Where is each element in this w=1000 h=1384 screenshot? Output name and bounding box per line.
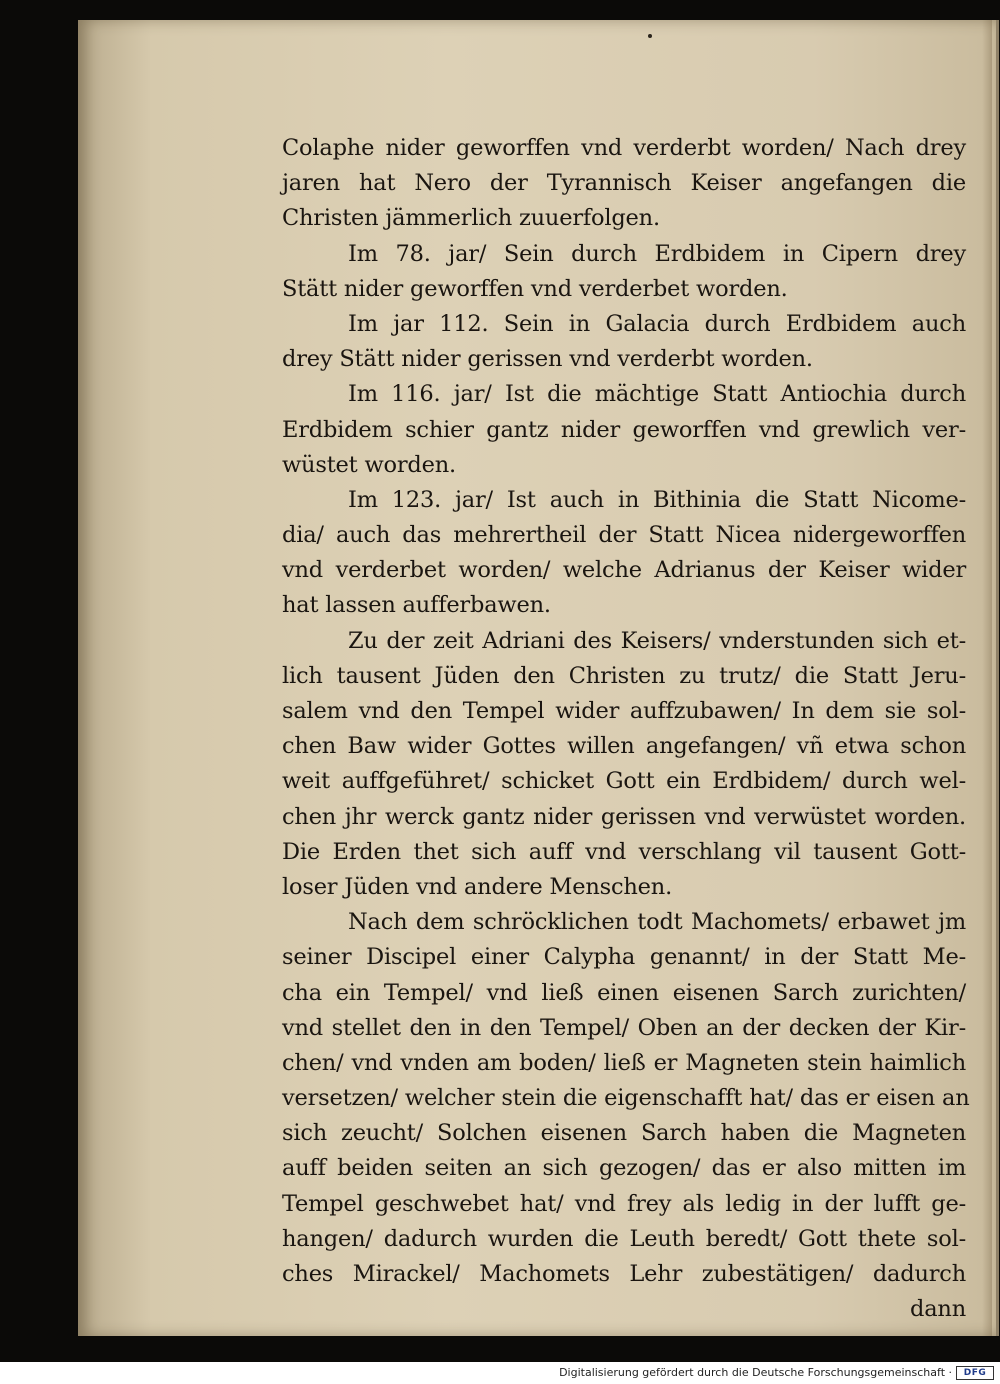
text-line: versetzen/ welcher stein die eigenschafft hat/ das er eisen an	[282, 1085, 970, 1112]
page-text	[282, 131, 970, 1327]
text-line: Erdbidem schier gantz nider geworffen vnd grewlich ver-	[282, 416, 966, 443]
text-line: Im jar 112. Sein in Galacia durch Erdbidem auch	[348, 310, 966, 337]
text-line: Zu der zeit Adriani des Keisers/ vnderstunden sich et-	[348, 627, 966, 654]
text-line: hat lassen aufferbawen.	[282, 592, 551, 619]
text-line: ches Mirackel/ Machomets Lehr zubestätigen/ dadurch	[282, 1261, 966, 1287]
text-line: vnd verderbet worden/ welche Adrianus der Keiser wider	[282, 557, 966, 584]
dfg-logo: DFG	[956, 1366, 994, 1380]
text-line: sich zeucht/ Solchen eisenen Sarch haben die Magneten	[282, 1120, 966, 1147]
text-line: weit auffgeführet/ schicket Gott ein Erdbidem/ durch wel-	[282, 768, 966, 795]
text-line: dia/ auch das mehrertheil der Statt Nicea nidergeworffen	[282, 522, 966, 549]
funding-note: Digitalisierung gefördert durch die Deutsche Forschungsgemeinschaft ·	[559, 1366, 952, 1379]
text-line: salem vnd den Tempel wider auffzubawen/ In dem sie sol-	[282, 698, 966, 724]
text-line: chen jhr werck gantz nider gerissen vnd verwüstet worden.	[282, 803, 966, 830]
text-line: Stätt nider geworffen vnd verderbet worden.	[282, 275, 788, 302]
page-speck	[648, 34, 652, 38]
text-line: Christen jämmerlich zuuerfolgen.	[282, 205, 660, 232]
catchword: dann	[910, 1296, 966, 1323]
text-line: cha ein Tempel/ vnd ließ einen eisenen Sarch zurichten/	[282, 979, 966, 1006]
text-line: seiner Discipel einer Calypha genannt/ in der Statt Me-	[282, 944, 966, 971]
text-line: wüstet worden.	[282, 451, 456, 478]
text-line: drey Stätt nider gerissen vnd verderbt worden.	[282, 346, 813, 373]
text-line: Im 123. jar/ Ist auch in Bithinia die Statt Nicome-	[348, 486, 966, 513]
text-line: Im 116. jar/ Ist die mächtige Statt Antiochia durch	[348, 381, 966, 408]
text-line: hangen/ dadurch wurden die Leuth beredt/ Gott thete sol-	[282, 1225, 966, 1252]
text-line: Die Erden thet sich auff vnd verschlang vil tausent Gott-	[282, 838, 966, 865]
text-line: Colaphe nider geworffen vnd verderbt worden/ Nach drey	[282, 135, 966, 161]
text-line: chen Baw wider Gottes willen angefangen/ vñ etwa schon	[282, 733, 966, 760]
text-line: Tempel geschwebet hat/ vnd frey als ledig in der lufft ge-	[282, 1190, 966, 1217]
text-line: auff beiden seiten an sich gezogen/ das er also mitten im	[282, 1155, 966, 1182]
text-line: Im 78. jar/ Sein durch Erdbidem in Cipern drey	[348, 240, 966, 267]
text-line: chen/ vnd vnden am boden/ ließ er Magneten stein haimlich	[282, 1049, 966, 1076]
text-line: vnd stellet den in den Tempel/ Oben an der decken der Kir-	[282, 1014, 966, 1041]
footer-bar	[0, 1362, 1000, 1384]
text-line: jaren hat Nero der Tyrannisch Keiser angefangen die	[282, 170, 966, 197]
text-line: Nach dem schröcklichen todt Machomets/ erbawet jm	[348, 909, 966, 936]
text-line: loser Jüden vnd andere Menschen.	[282, 873, 673, 900]
text-line: lich tausent Jüden den Christen zu trutz/ die Statt Jeru-	[282, 662, 966, 689]
